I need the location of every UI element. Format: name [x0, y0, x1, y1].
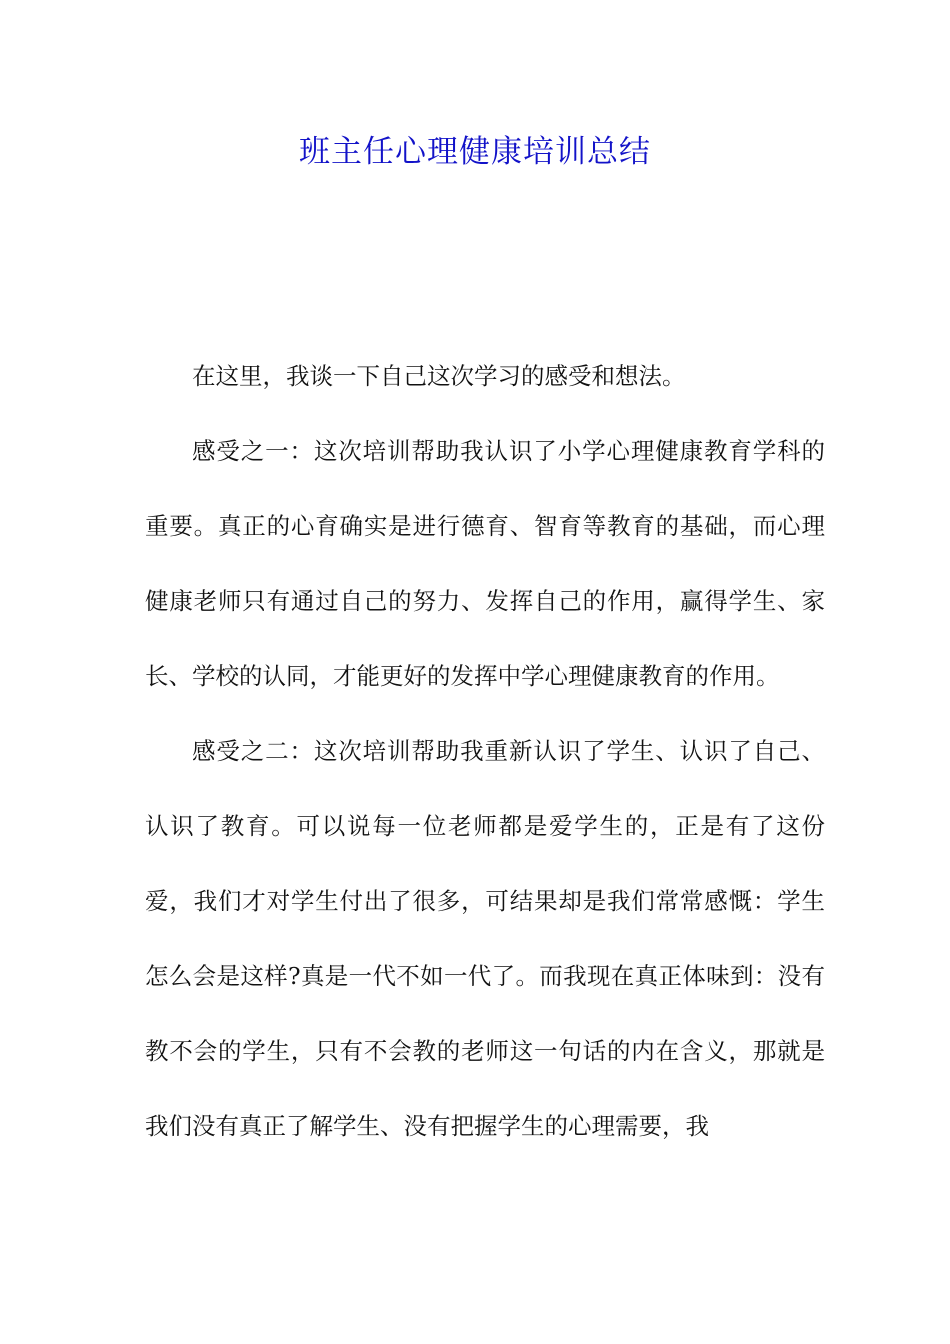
document-body [145, 339, 825, 1164]
document-title: 班主任心理健康培训总结 [299, 134, 651, 170]
paragraph-feeling-one: 感受之一：这次培训帮助我认识了小学心理健康教育学科的重要。真正的心育确实是进行德育、智育等教育的基础，而心理健康老师只有通过自己的努力、发挥自己的作用，赢得学生、家长、学校的认同，才能更好的发挥中学心理健康教育的作用。 [145, 437, 825, 690]
paragraph-feeling-two: 感受之二：这次培训帮助我重新认识了学生、认识了自己、认识了教育。可以说每一位老师都是爱学生的，正是有了这份爱，我们才对学生付出了很多，可结果却是我们常常感慨：学生怎么会是这样?真是一代不如一代了。而我现在真正体味到：没有教不会的学生，只有不会教的老师这一句话的内在含义，那就是我们没有真正了解学生、没有把握学生的心理需要，我 [145, 737, 825, 1140]
paragraph-intro: 在这里，我谈一下自己这次学习的感受和想法。 [192, 362, 686, 390]
